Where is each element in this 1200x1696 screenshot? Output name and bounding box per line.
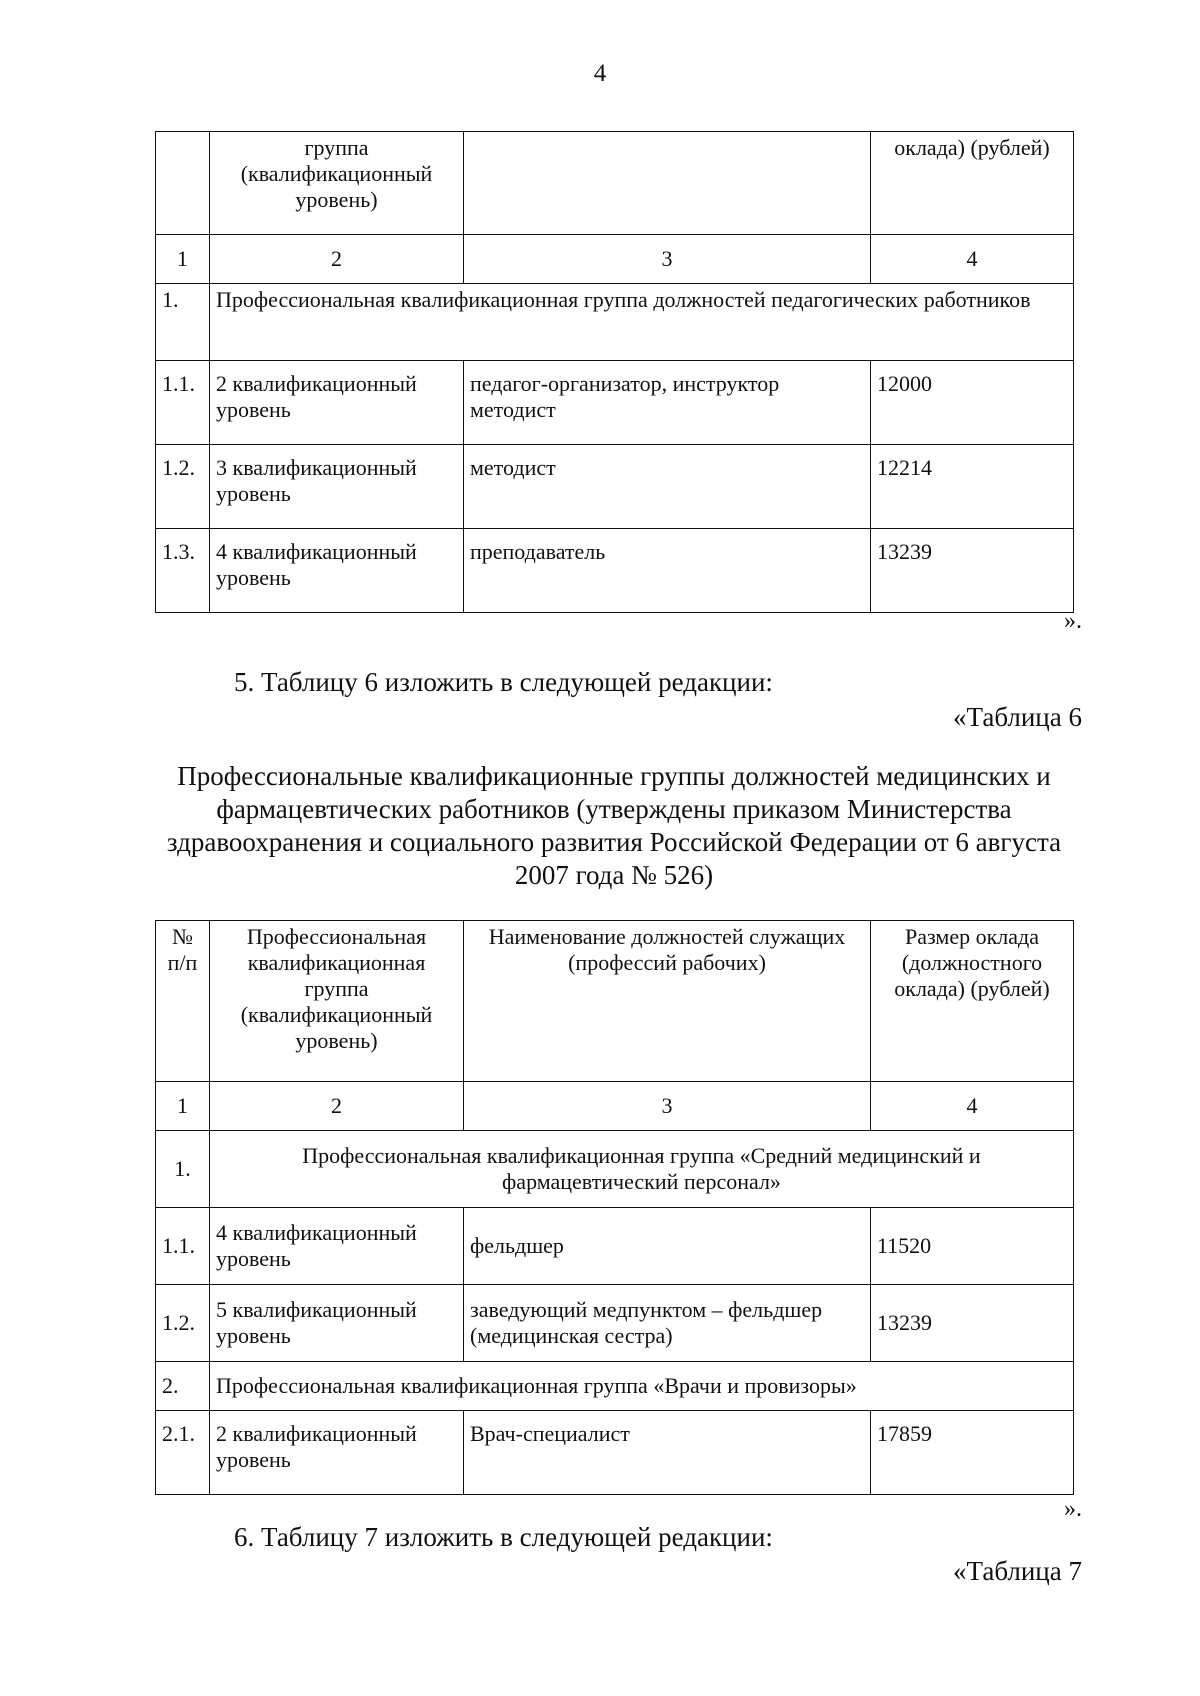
row-salary: 11520 [871,1208,1074,1285]
row-num: 1.3. [156,529,210,613]
header-cell-positions [464,132,871,235]
row-salary: 13239 [871,1285,1074,1362]
closing-quote: ». [1064,608,1082,634]
table-7-label: «Таблица 7 [953,1556,1082,1586]
column-number: 3 [464,235,871,284]
column-number: 3 [464,1082,871,1131]
row-level: 3 квалификационный уровень [210,445,464,529]
header-cell-positions: Наименование должностей служащих (профессий рабочих) [464,921,871,1082]
column-number: 1 [156,1082,210,1131]
closing-quote: ». [1064,1496,1082,1522]
row-num: 1.1. [156,1208,210,1285]
section-title: Профессиональная квалификационная группа «Врачи и провизоры» [210,1362,1074,1411]
header-cell-num [156,132,210,235]
column-number: 4 [871,235,1074,284]
column-number-row [156,235,1074,284]
amendment-item-5: 5. Таблицу 6 изложить в следующей редакции: [234,667,773,697]
row-level: 2 квалификационный уровень [210,1411,464,1495]
row-positions: заведующий медпунктом – фельдшер (медицинская сестра) [464,1285,871,1362]
header-cell-salary: Размер оклада (должностного оклада) (рублей) [871,921,1074,1082]
row-salary: 12214 [871,445,1074,529]
row-salary: 17859 [871,1411,1074,1495]
section-num: 2. [156,1362,210,1411]
row-level: 5 квалификационный уровень [210,1285,464,1362]
row-num: 1.2. [156,445,210,529]
amendment-item-6: 6. Таблицу 7 изложить в следующей редакции: [234,1522,773,1552]
header-cell-num: № п/п [156,921,210,1082]
table-6-label: «Таблица 6 [953,702,1082,732]
section-title: Профессиональная квалификационная группа «Средний медицинский и фармацевтический персонал» [210,1131,1074,1208]
row-num: 1.1. [156,361,210,445]
row-positions: преподаватель [464,529,871,613]
section-row [156,284,1074,361]
table-row [156,529,1074,613]
header-cell-group: Профессиональная квалификационная группа (квалификационный уровень) [210,921,464,1082]
row-level: 4 квалификационный уровень [210,529,464,613]
column-number: 2 [210,1082,464,1131]
table-row [156,445,1074,529]
row-positions: фельдшер [464,1208,871,1285]
table-header-row [156,921,1074,1082]
header-cell-salary: оклада) (рублей) [871,132,1074,235]
row-salary: 12000 [871,361,1074,445]
row-level: 2 квалификационный уровень [210,361,464,445]
row-num: 2.1. [156,1411,210,1495]
row-num: 1.2. [156,1285,210,1362]
row-positions: педагог-организатор, инструктор методист [464,361,871,445]
table-header-row [156,132,1074,235]
section-row [156,1362,1074,1411]
table-row [156,1411,1074,1495]
table-teachers-continued [155,131,1074,613]
table-6-medical [155,920,1074,1495]
column-number-row [156,1082,1074,1131]
row-positions: Врач-специалист [464,1411,871,1495]
page-number: 4 [593,60,607,87]
table-row [156,361,1074,445]
section-num: 1. [156,284,210,361]
table-row [156,1285,1074,1362]
table-row [156,1208,1074,1285]
row-positions: методист [464,445,871,529]
row-level: 4 квалификационный уровень [210,1208,464,1285]
section-num: 1. [156,1131,210,1208]
row-salary: 13239 [871,529,1074,613]
column-number: 2 [210,235,464,284]
header-cell-group: группа (квалификационный уровень) [210,132,464,235]
section-title: Профессиональная квалификационная группа должностей педагогических работников [210,284,1074,361]
column-number: 4 [871,1082,1074,1131]
table-6-title: Профессиональные квалификационные группы должностей медицинских и фармацевтических работников (утверждены приказом Министерства здравоохранения и социального развития Российской Федерации от 6 августа 2007 года № 526) [166,761,1062,890]
section-row [156,1131,1074,1208]
column-number: 1 [156,235,210,284]
